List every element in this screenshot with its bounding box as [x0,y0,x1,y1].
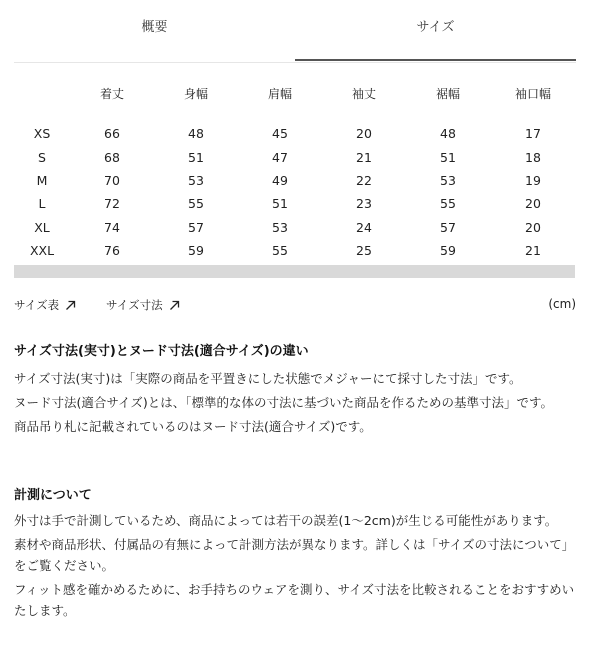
tab-size[interactable] [295,0,576,61]
section-paragraph: 商品吊り札に記載されているのはヌード寸法(適合サイズ)です。 [14,419,372,434]
table-cell: 48 [188,126,204,142]
external-arrow-icon [65,300,76,311]
measurement-section [14,486,582,624]
size-label: S [38,149,46,165]
table-cell: 20 [525,219,541,235]
active-tab-indicator [295,59,576,61]
table-cell: 53 [440,172,456,188]
table-cell: 59 [188,243,204,259]
table-row [14,239,576,262]
table-cell: 51 [440,149,456,165]
table-cell: 51 [188,149,204,165]
table-cell: 57 [440,219,456,235]
table-cell: 66 [104,126,120,142]
size-label: XL [34,219,50,235]
section-paragraph: フィット感を確かめるために、お手持ちのウェアを測り、サイズ寸法を比較されることをおすすめいたします。 [14,582,575,618]
size-label: L [38,196,46,212]
table-row [14,169,576,192]
table-cell: 21 [525,243,541,259]
section-paragraph: 素材や商品形状、付属品の有無によって計測方法が異なります。詳しくは「サイズの寸法について」をご覧ください。 [14,537,575,573]
size-measure-link[interactable] [106,297,180,313]
table-cell: 18 [525,149,541,165]
table-cell: 76 [104,243,120,259]
table-cell: 59 [440,243,456,259]
table-cell: 23 [356,196,372,212]
table-cell: 53 [272,219,288,235]
table-row [14,216,576,239]
table-row [14,145,576,168]
table-cell: 17 [525,126,541,142]
table-cell: 74 [104,219,120,235]
table-cell: 55 [272,243,288,259]
size-label: M [36,172,48,188]
table-cell: 47 [272,149,288,165]
table-header-row [14,76,576,110]
table-cell: 19 [525,172,541,188]
tab-size-label: サイズ [416,20,455,35]
table-header-cell: 着丈 [99,86,124,101]
section-title: サイズ寸法(実寸)とヌード寸法(適合サイズ)の違い [14,344,309,359]
table-cell: 25 [356,243,372,259]
section-paragraph: ヌード寸法(適合サイズ)とは、「標準的な体の寸法に基づいた商品を作るための基準寸法」です。 [14,395,554,410]
horizontal-scrollbar[interactable] [14,265,575,278]
table-header-cell: 袖口幅 [514,86,551,101]
table-cell: 68 [104,149,120,165]
section-title: 計測について [14,488,92,503]
table-cell: 72 [104,196,120,212]
table-cell: 22 [356,172,372,188]
table-cell: 55 [440,196,456,212]
table-header-cell [14,76,70,110]
section-paragraph: サイズ寸法(実寸)は「実際の商品を平置きにした状態でメジャーにて採寸した寸法」です。 [14,371,522,386]
table-cell: 45 [272,126,288,142]
table-row [14,122,576,145]
table-cell: 53 [188,172,204,188]
table-cell: 48 [440,126,456,142]
table-cell: 24 [356,219,372,235]
table-header-cell: 袖丈 [351,86,376,101]
section-paragraph: 外寸は手で計測しているため、商品によっては若干の誤差(1〜2cm)が生じる可能性があります。 [14,513,558,528]
table-cell: 57 [188,219,204,235]
table-cell: 55 [188,196,204,212]
table-header-cell: 肩幅 [267,86,292,101]
tab-overview[interactable] [14,0,295,61]
size-label: XXL [29,243,55,259]
table-header-cell: 裾幅 [435,86,460,101]
table-header-cell: 身幅 [183,86,208,101]
table-cell: 51 [272,196,288,212]
table-cell: 20 [356,126,372,142]
table-row [14,192,576,215]
size-chart-link[interactable] [14,297,76,313]
table-cell: 21 [356,149,372,165]
table-cell: 70 [104,172,120,188]
tab-overview-label: 概要 [141,20,168,35]
size-measure-link-label: サイズ寸法 [106,298,163,312]
table-cell: 49 [272,172,288,188]
size-label: XS [33,126,51,142]
unit-label: (cm) [548,297,576,311]
tab-bar [14,0,576,63]
external-arrow-icon [169,300,180,311]
size-chart-link-label: サイズ表 [14,298,60,312]
size-table [14,76,576,262]
table-cell: 20 [525,196,541,212]
size-links-row [14,297,576,315]
size-difference-section [14,342,582,440]
